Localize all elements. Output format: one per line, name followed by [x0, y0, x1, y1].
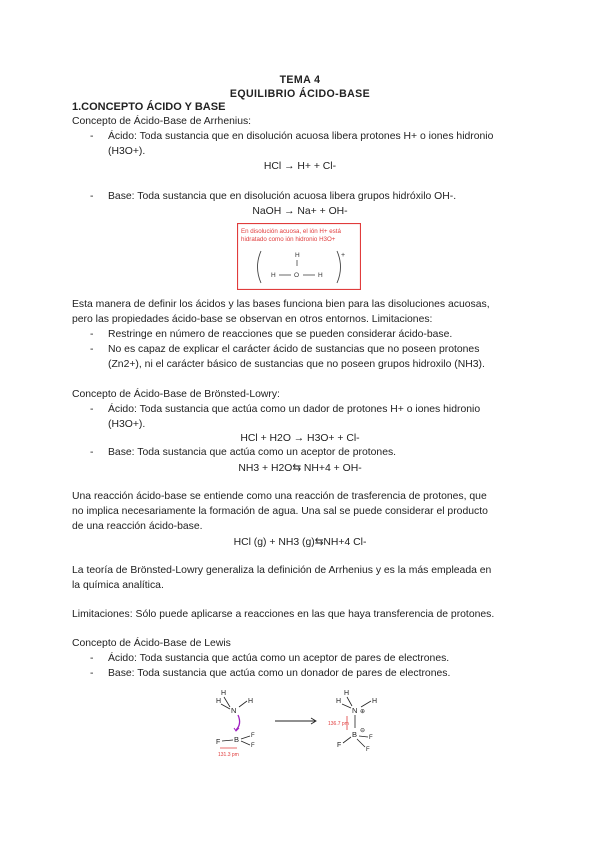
generalization-line1: La teoría de Brönsted-Lowry generaliza la definición de Arrhenius y es la más empleada en	[72, 565, 492, 576]
generalization-line2: la química analítica.	[72, 580, 164, 591]
right-distance-label: 136.7 pm	[328, 721, 349, 727]
bullet-dash: -	[90, 447, 94, 458]
bullet-dash: -	[90, 344, 94, 355]
right-atom-n: N	[352, 706, 358, 715]
limitation-1: Restringe en número de reacciones que se pueden considerar ácido-base.	[108, 329, 453, 340]
bullet-dash: -	[90, 404, 94, 415]
bronsted-paragraph-3: de una reacción ácido-base.	[72, 521, 203, 532]
atom-o: O	[294, 272, 300, 279]
arrhenius-base-line: Base: Toda sustancia que en disolución acuosa libera grupos hidróxilo OH-.	[108, 191, 457, 202]
arrhenius-heading: Concepto de Ácido-Base de Arrhenius:	[72, 116, 252, 127]
bullet-dash: -	[90, 191, 94, 202]
bronsted-paragraph-2: no implica necesariamente la formación de agua. Una sal se puede considerar el producto	[72, 506, 488, 517]
arrhenius-acid-line1: Ácido: Toda sustancia que en disolución acuosa libera protones H+ o iones hidronio	[108, 131, 494, 142]
lewis-acid-line: Ácido: Toda sustancia que actúa como un aceptor de pares de electrones.	[108, 653, 450, 664]
bronsted-base-equation: NH3 + H2O⇆ NH+4 + OH-	[238, 463, 362, 474]
bullet-dash: -	[90, 329, 94, 340]
atom-h-top: H	[295, 252, 300, 259]
bronsted-acid-line2: (H3O+).	[108, 419, 146, 430]
arrhenius-base-equation: NaOH → Na+ + OH-	[252, 206, 348, 217]
section-heading: 1.CONCEPTO ÁCIDO Y BASE	[72, 101, 226, 113]
left-atom-n: N	[231, 706, 237, 715]
left-atom-b: B	[234, 735, 240, 744]
arrhenius-paragraph-1: Esta manera de definir los ácidos y las bases funciona bien para las disoluciones acuosas,	[72, 299, 490, 310]
atom-h-right: H	[318, 272, 323, 279]
left-atom-h2: H	[216, 698, 222, 705]
tema-subtitle: EQUILIBRIO ÁCIDO-BASE	[229, 88, 371, 100]
arrhenius-paragraph-2: pero las propiedades ácido-base se observan en otros entornos. Limitaciones:	[72, 314, 433, 325]
salt-equation: HCl (g) + NH3 (g)⇆NH+4 Cl-	[233, 537, 367, 548]
limitation-2-line2: (Zn2+), ni el carácter básico de sustancias que no poseen grupos hidroxilo (NH3).	[108, 359, 485, 370]
hydronium-figure	[237, 223, 361, 290]
bronsted-acid-line1: Ácido: Toda sustancia que actúa como un dador de protones H+ o iones hidronio	[108, 404, 481, 415]
minus-charge-icon: ⊖	[360, 728, 366, 734]
left-atom-h3: H	[248, 698, 254, 705]
right-atom-b: B	[352, 730, 358, 739]
bronsted-heading: Concepto de Ácido-Base de Brönsted-Lowry:	[72, 389, 280, 400]
bronsted-base-line: Base: Toda sustancia que actúa como un aceptor de protones.	[108, 447, 397, 458]
right-atom-f2: F	[369, 735, 373, 741]
figure-caption-1: En disolución acuosa, el ión H+ está	[241, 228, 341, 235]
limitation-2-line1: No es capaz de explicar el carácter ácido de sustancias que no poseen protones	[108, 344, 480, 355]
left-atom-f3: F	[251, 743, 255, 749]
plus-charge-icon: ⊕	[360, 709, 366, 715]
left-distance-label: 131.3 pm	[218, 752, 239, 758]
arrhenius-acid-line2: (H3O+).	[108, 146, 146, 157]
right-atom-f1: F	[337, 742, 342, 749]
left-atom-f1: F	[216, 739, 221, 746]
bronsted-acid-equation: HCl + H2O → H3O+ + Cl-	[240, 433, 360, 444]
left-atom-f2: F	[251, 733, 255, 739]
right-atom-h1: H	[344, 690, 350, 697]
bronsted-paragraph-1: Una reacción ácido-base se entiende como una reacción de trasferencia de protones, que	[72, 491, 487, 502]
bullet-dash: -	[90, 668, 94, 679]
bullet-dash: -	[90, 653, 94, 664]
arrhenius-acid-equation: HCl → H+ + Cl-	[263, 161, 337, 172]
right-atom-h3: H	[372, 698, 378, 705]
bullet-dash: -	[90, 131, 94, 142]
bronsted-limitations: Limitaciones: Sólo puede aplicarse a reacciones en las que haya transferencia de protones.	[72, 609, 495, 620]
lewis-heading: Concepto de Ácido-Base de Lewis	[72, 638, 231, 649]
left-atom-h1: H	[221, 690, 227, 697]
tema-title: TEMA 4	[279, 74, 321, 86]
figure-caption-2: hidratado como ión hidronio H3O+	[241, 236, 336, 243]
charge-plus: +	[341, 252, 346, 259]
right-atom-f3: F	[366, 747, 370, 753]
atom-h-left: H	[271, 272, 276, 279]
right-atom-h2: H	[336, 698, 342, 705]
lewis-reaction-figure	[212, 684, 402, 764]
lewis-base-line: Base: Toda sustancia que actúa como un donador de pares de electrones.	[108, 668, 451, 679]
